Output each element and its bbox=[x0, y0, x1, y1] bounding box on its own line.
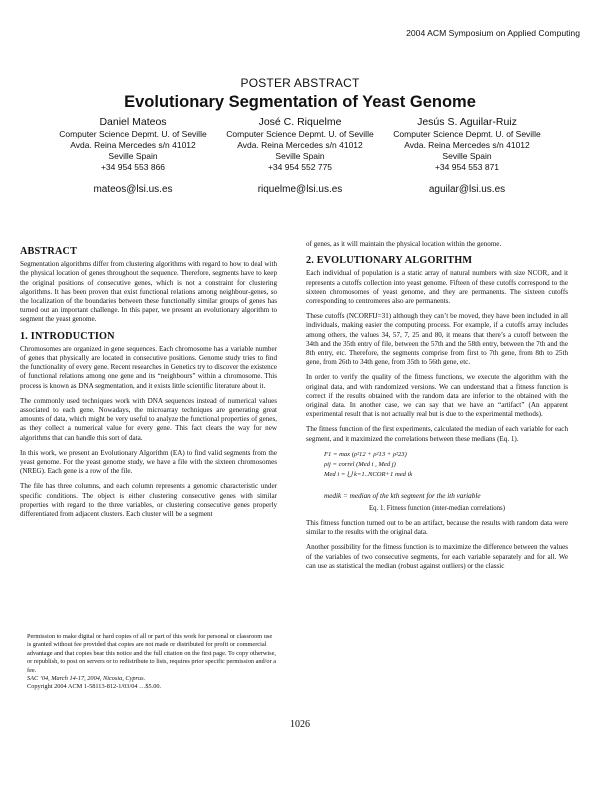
intro-paragraph-1: Chromosomes are organized in gene sequences. Each chromosome has a variable number of genes that physically are located in consecutive positions. Genome study tries to find the functionality of every gene. Recent researches in Genetics try to discover the existence of functional relations among one gene and its “neighbours” within a chromosome. This process is known as DNA segmentation, and it exists little scientific literature about it. bbox=[20, 344, 277, 390]
equation-caption: Eq. 1. Fitness function (inter-median correlations) bbox=[369, 504, 505, 512]
ea-paragraph-1: Each individual of population is a static array of natural numbers with size NCOR, and it represents a cutoffs collection into yeast genome. Fifteen of these cutoffs correspond to the sixteen chromosomes of yeast genome, and they are permanents. The sixteen cutoffs corresponding to centromeres also are permanents. bbox=[306, 269, 568, 306]
author-address: Avda. Reina Mercedes s/n 41012 bbox=[70, 140, 196, 150]
equation-line-4: medik = median of the kth segment for the ith variable bbox=[324, 491, 481, 500]
author-block-3 bbox=[382, 116, 552, 195]
author-phone: +34 954 553 871 bbox=[434, 162, 500, 172]
author-block-1 bbox=[48, 116, 218, 195]
left-column bbox=[20, 240, 277, 525]
sac-line: SAC ’04, March 14-17, 2004, Nicosia, Cyprus. bbox=[27, 675, 146, 683]
intro-heading: 1. INTRODUCTION bbox=[20, 330, 115, 342]
page-number: 1026 bbox=[290, 719, 310, 730]
permission-notice bbox=[27, 633, 277, 692]
equation-block bbox=[306, 450, 568, 502]
ea-heading: 2. EVOLUTIONARY ALGORITHM bbox=[306, 255, 473, 267]
abstract-heading: ABSTRACT bbox=[20, 246, 78, 257]
ea-paragraph-6: Another possibility for the fitness function is to maximize the difference between the values of the variables of two consecutive segments, for each variable separately and for all. We can use as statistical the median (robust against outliers) or the classic bbox=[306, 543, 568, 570]
author-block-2 bbox=[215, 116, 385, 195]
author-address: Avda. Reina Mercedes s/n 41012 bbox=[237, 140, 363, 150]
author-name: José C. Riquelme bbox=[258, 116, 342, 128]
equation-line-3: Med i = ⋃ k=1..NCOR+1 med ik bbox=[324, 470, 413, 478]
abstract-text: Segmentation algorithms differ from clustering algorithms with regard to how to deal with the physical location of genes throughout the sequence. Therefore, segments have to keep the original positions of consecutive genes, which is not a constraint for clustering algorithms. It has been proven that exist functional relations among neighbour-genes, so the localization of the boundaries between these functionally similar groups of genes has turned out an important challenge. In this paper, we present an evolutionary algorithm to segment the yeast genome. bbox=[20, 260, 277, 324]
intro-continuation: of genes, as it will maintain the physical location within the genome. bbox=[306, 240, 502, 248]
author-address: Avda. Reina Mercedes s/n 41012 bbox=[404, 140, 530, 150]
paper-title: Evolutionary Segmentation of Yeast Genome bbox=[124, 93, 476, 111]
intro-paragraph-4: The file has three columns, and each column represents a genomic characteristic under specific conditions. The object is either clustering consecutive genes with similar properties with regard to the three variables, or clustering consecutive genes properly differentiated from adjacent clusters. Each cluster will be a segment bbox=[20, 482, 277, 519]
author-affiliation: Computer Science Depmt. U. of Seville bbox=[59, 129, 207, 139]
author-phone: +34 954 553 866 bbox=[100, 162, 166, 172]
author-email[interactable]: riquelme@lsi.us.es bbox=[257, 184, 343, 195]
equation-line-2: ρij = correl (Med i , Med j) bbox=[324, 460, 396, 468]
author-affiliation: Computer Science Depmt. U. of Seville bbox=[393, 129, 541, 139]
conference-header: 2004 ACM Symposium on Applied Computing bbox=[406, 28, 580, 38]
copyright-line: Copyright 2004 ACM 1-58113-812-1/03/04 …$5.00. bbox=[27, 683, 162, 691]
author-name: Jesús S. Aguilar-Ruiz bbox=[417, 116, 517, 128]
permission-text: Permission to make digital or hard copies of all or part of this work for personal or classroom use is granted without fee provided that copies are not made or distributed for profit or commercial advantage and that copies bear this notice and the full citation on the first page. To copy otherwise, or republish, to post on servers or to redistribute to lists, requires prior specific permission and/or a fee. bbox=[27, 633, 277, 674]
poster-label: POSTER ABSTRACT bbox=[240, 76, 360, 90]
ea-paragraph-5: This fitness function turned out to be an artifact, because the results with random data were similar to the results with the original data. bbox=[306, 519, 568, 537]
right-column bbox=[306, 240, 568, 577]
author-phone: +34 954 552 775 bbox=[267, 162, 333, 172]
author-city: Seville Spain bbox=[275, 151, 325, 161]
ea-paragraph-4: The fitness function of the first experiments, calculated the median of each variable for each segment, and it maximized the correlations between these medians (Eq. 1). bbox=[306, 425, 568, 443]
author-name: Daniel Mateos bbox=[99, 116, 167, 128]
equation-line-1: F1 = max (ρ²12 + ρ²13 + ρ²23) bbox=[324, 450, 407, 458]
ea-paragraph-3: In order to verify the quality of the fitness functions, we execute the algorithm with the original data, and with randomized versions. We can understand that a fitness function is correct if the results obtained with the random data are inferior to the obtained with the original data. In another case, we can say that we have an “artifact” (An apparent experimental result that is not actually real but is due to the experimental methods). bbox=[306, 373, 568, 419]
author-city: Seville Spain bbox=[108, 151, 158, 161]
intro-paragraph-2: The commonly used techniques work with DNA sequences instead of numerical values associated to each gene. Nowadays, the microarray techniques are generating great amounts of data, which might be very useful to analyze the functional properties of genes, as they collect a numerical value for every gene. This fact clears the way for new algorithms that can handle this sort of data. bbox=[20, 396, 277, 442]
author-email[interactable]: aguilar@lsi.us.es bbox=[428, 184, 506, 195]
intro-paragraph-3: In this work, we present an Evolutionary Algorithm (EA) to find valid segments from the yeast genome. For the yeast genome study, we have a file with the sixteen chromosomes (NREG). Each gene is a row of the file. bbox=[20, 448, 277, 476]
ea-paragraph-2: These cutoffs (NCORFIJ=31) although they can’t be moved, they have been included in all individuals, making easier the computing process. For example, if a cutoffs array includes among others, the values 34, 57, 7, 25 and 80, it means that there’s a cutoff between the 34th and the 35th entry of file, between the 57th and the 58th entry, between the 7th and the 8th entry, etc. Therefore, the segments comprise from first to 7th gene, from 8th to 25th gene, from 26th to 34th gene, from 35th to 56th gene, etc. bbox=[306, 312, 568, 367]
author-affiliation: Computer Science Depmt. U. of Seville bbox=[226, 129, 374, 139]
author-city: Seville Spain bbox=[442, 151, 492, 161]
author-email[interactable]: mateos@lsi.us.es bbox=[93, 184, 173, 195]
